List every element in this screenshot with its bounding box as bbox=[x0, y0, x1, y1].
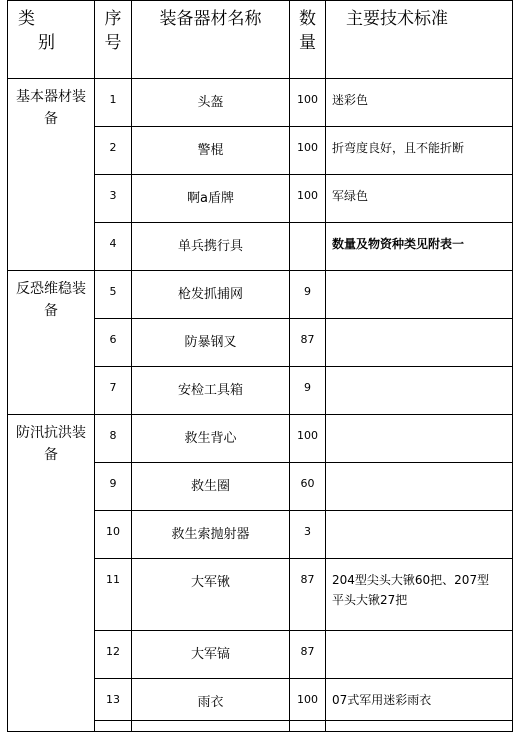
header-seq-line2: 号 bbox=[104, 33, 122, 53]
seq-cell: 12 bbox=[95, 631, 132, 679]
continuation-cell bbox=[95, 721, 132, 732]
standard-cell bbox=[326, 271, 513, 319]
header-qty bbox=[290, 1, 326, 79]
continuation-cell bbox=[326, 721, 513, 732]
standard-cell bbox=[326, 463, 513, 511]
header-seq-line1: 序 bbox=[104, 9, 122, 29]
qty-cell: 9 bbox=[290, 367, 326, 415]
header-standard: 主要技术标准 bbox=[326, 1, 513, 79]
seq-cell: 1 bbox=[95, 79, 132, 127]
qty-cell: 3 bbox=[290, 511, 326, 559]
seq-cell: 11 bbox=[95, 559, 132, 631]
seq-cell: 6 bbox=[95, 319, 132, 367]
header-qty-line2: 量 bbox=[299, 33, 316, 53]
category-cell-flood bbox=[8, 415, 95, 732]
name-cell: 枪发抓捕网 bbox=[132, 271, 290, 319]
category-cell-basic bbox=[8, 79, 95, 271]
standard-cell bbox=[326, 631, 513, 679]
header-name: 装备器材名称 bbox=[132, 1, 290, 79]
category-label-line2: 备 bbox=[44, 111, 58, 127]
seq-cell: 5 bbox=[95, 271, 132, 319]
standard-cell: 折弯度良好，且不能折断 bbox=[326, 127, 513, 175]
name-cell: 单兵携行具 bbox=[132, 223, 290, 271]
header-category-line1: 类 bbox=[18, 9, 35, 29]
name-cell: 救生索抛射器 bbox=[132, 511, 290, 559]
table-row bbox=[8, 79, 513, 127]
name-cell: 啊a盾牌 bbox=[132, 175, 290, 223]
standard-cell bbox=[326, 319, 513, 367]
name-cell: 防暴钢叉 bbox=[132, 319, 290, 367]
category-label-line1: 防汛抗洪装 bbox=[16, 425, 86, 441]
seq-cell: 9 bbox=[95, 463, 132, 511]
name-cell: 雨衣 bbox=[132, 679, 290, 721]
name-cell: 头盔 bbox=[132, 79, 290, 127]
header-qty-line1: 数 bbox=[299, 9, 316, 29]
header-seq bbox=[95, 1, 132, 79]
qty-cell: 9 bbox=[290, 271, 326, 319]
standard-cell bbox=[326, 367, 513, 415]
header-category bbox=[8, 1, 95, 79]
seq-cell: 4 bbox=[95, 223, 132, 271]
header-category-line2: 别 bbox=[38, 33, 55, 53]
seq-cell: 7 bbox=[95, 367, 132, 415]
name-cell: 安检工具箱 bbox=[132, 367, 290, 415]
qty-cell bbox=[290, 223, 326, 271]
seq-cell: 3 bbox=[95, 175, 132, 223]
name-cell: 大军镐 bbox=[132, 631, 290, 679]
name-cell: 警棍 bbox=[132, 127, 290, 175]
qty-cell: 87 bbox=[290, 559, 326, 631]
name-cell: 大军锹 bbox=[132, 559, 290, 631]
continuation-cell bbox=[132, 721, 290, 732]
table-row bbox=[8, 271, 513, 319]
qty-cell: 100 bbox=[290, 127, 326, 175]
standard-line1: 204型尖头大锹60把、207型 bbox=[332, 573, 490, 587]
name-cell: 救生圈 bbox=[132, 463, 290, 511]
qty-cell: 100 bbox=[290, 679, 326, 721]
qty-cell: 60 bbox=[290, 463, 326, 511]
table-row bbox=[8, 415, 513, 463]
continuation-cell bbox=[290, 721, 326, 732]
standard-line2: 平头大锹27把 bbox=[332, 593, 408, 607]
standard-cell bbox=[326, 415, 513, 463]
standard-cell: 军绿色 bbox=[326, 175, 513, 223]
seq-cell: 2 bbox=[95, 127, 132, 175]
category-label-line1: 反恐维稳装 bbox=[16, 281, 86, 297]
standard-cell: 迷彩色 bbox=[326, 79, 513, 127]
category-label-line2: 备 bbox=[44, 447, 58, 463]
seq-cell: 8 bbox=[95, 415, 132, 463]
qty-cell: 100 bbox=[290, 175, 326, 223]
seq-cell: 10 bbox=[95, 511, 132, 559]
category-label-line2: 备 bbox=[44, 303, 58, 319]
standard-cell: 07式军用迷彩雨衣 bbox=[326, 679, 513, 721]
header-row bbox=[8, 1, 513, 79]
name-cell: 救生背心 bbox=[132, 415, 290, 463]
standard-cell bbox=[326, 559, 513, 631]
qty-cell: 100 bbox=[290, 415, 326, 463]
equipment-table bbox=[7, 0, 513, 732]
qty-cell: 87 bbox=[290, 319, 326, 367]
seq-cell: 13 bbox=[95, 679, 132, 721]
category-label-line1: 基本器材装 bbox=[16, 89, 86, 105]
qty-cell: 87 bbox=[290, 631, 326, 679]
qty-cell: 100 bbox=[290, 79, 326, 127]
category-cell-counterterror bbox=[8, 271, 95, 415]
standard-cell: 数量及物资种类见附表一 bbox=[326, 223, 513, 271]
standard-cell bbox=[326, 511, 513, 559]
